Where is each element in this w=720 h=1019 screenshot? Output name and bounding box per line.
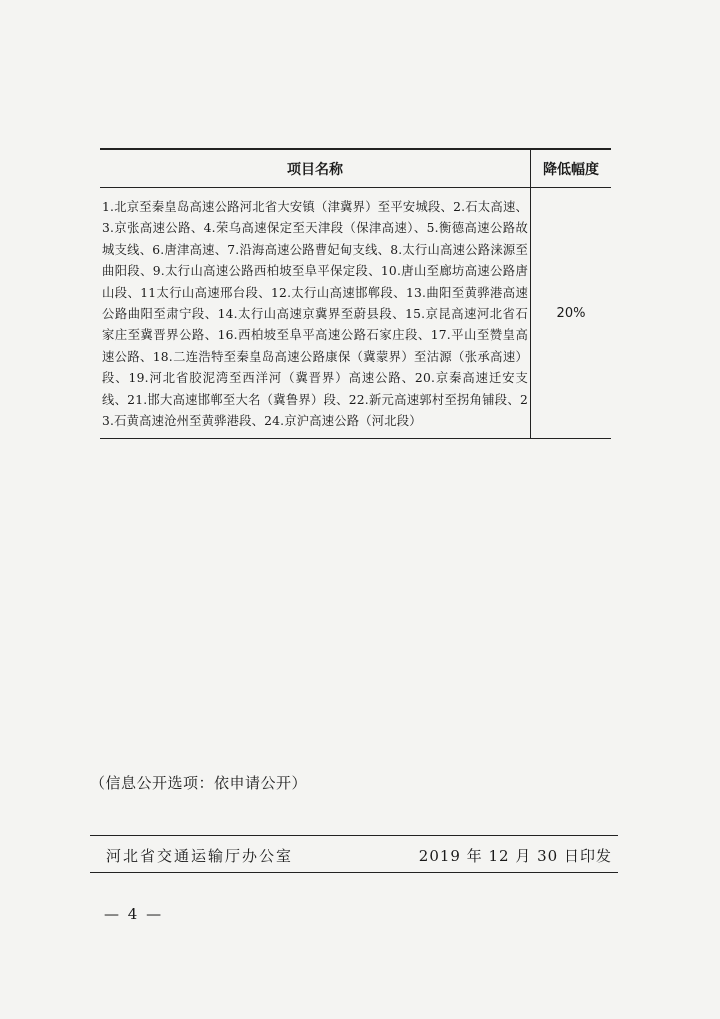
reduction-table (100, 148, 611, 439)
page-number: — 4 — (104, 905, 164, 923)
footer-bottom-rule (90, 872, 618, 873)
info-disclosure-note: （信息公开选项：依申请公开） (90, 774, 308, 792)
header-project-name: 项目名称 (100, 149, 531, 188)
footer-top-rule (90, 835, 618, 836)
issuing-office: 河北省交通运输厅办公室 (106, 847, 294, 865)
reduction-rate-cell: 20% (531, 188, 612, 439)
print-date: 2019 年 12 月 30 日印发 (418, 847, 612, 865)
table-row (100, 188, 611, 439)
table-header-row (100, 149, 611, 188)
header-reduction-rate: 降低幅度 (531, 149, 612, 188)
project-list-cell: 1.北京至秦皇岛高速公路河北省大安镇（津冀界）至平安城段、2.石太高速、3.京张高速公路、4.荣乌高速保定至天津段（保津高速）、5.衡德高速公路故城支线、6.唐津高速、7.沿海高速公路曹妃甸支线、8.太行山高速公路涞源至曲阳段、9.太行山高速公路西柏坡至阜平保定段、10.唐山至廊坊高速公路唐山段、11太行山高速邢台段、12.太行山高速邯郸段、13.曲阳至黄骅港高速公路曲阳至肃宁段、14.太行山高速京冀界至蔚县段、15.京昆高速河北省石家庄至冀晋界公路、16.西柏坡至阜平高速公路石家庄段、17.平山至赞皇高速公路、18.二连浩特至秦皇岛高速公路康保（冀蒙界）至沽源（张承高速）段、19.河北省胶泥湾至西洋河（冀晋界）高速公路、20.京秦高速迁安支线、21.邯大高速邯郸至大名（冀鲁界）段、22.新元高速郭村至拐角铺段、23.石黄高速沧州至黄骅港段、24.京沪高速公路（河北段） (100, 188, 531, 439)
